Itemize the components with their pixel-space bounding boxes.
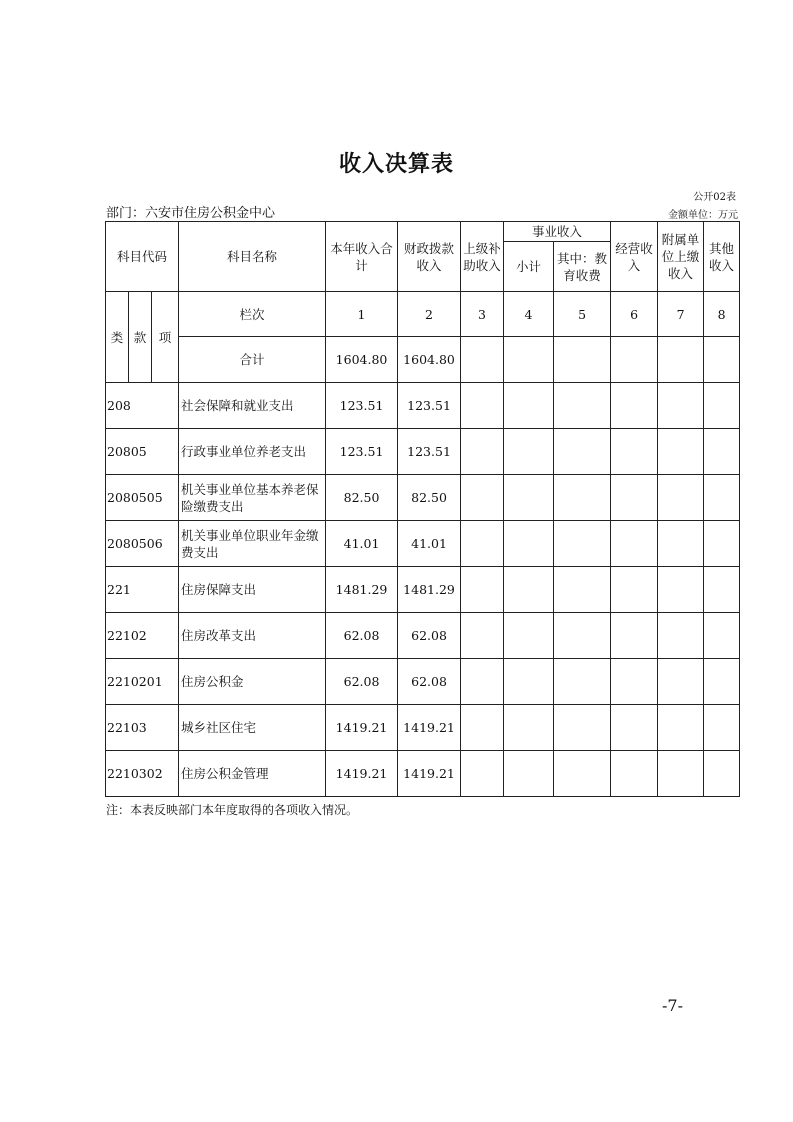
empty-cell	[504, 521, 554, 567]
fiscal-allocation-cell: 41.01	[398, 521, 461, 567]
subject-code-cell: 2210201	[106, 659, 179, 705]
fiscal-allocation-cell: 1419.21	[398, 751, 461, 797]
subject-name-cell: 城乡社区住宅	[179, 705, 326, 751]
empty-cell	[461, 475, 504, 521]
empty-cell	[611, 659, 658, 705]
empty-cell	[658, 475, 704, 521]
table-row	[106, 751, 740, 797]
empty-cell	[658, 751, 704, 797]
fiscal-allocation-cell: 1419.21	[398, 705, 461, 751]
empty-cell	[504, 751, 554, 797]
table-row	[106, 429, 740, 475]
empty-cell	[461, 383, 504, 429]
column-no-5: 5	[554, 292, 611, 337]
empty-cell	[658, 613, 704, 659]
fiscal-allocation-cell: 82.50	[398, 475, 461, 521]
total-income-cell: 123.51	[326, 429, 398, 475]
fiscal-allocation-cell: 1481.29	[398, 567, 461, 613]
empty-cell	[461, 521, 504, 567]
empty-cell	[611, 751, 658, 797]
column-no-1: 1	[326, 292, 398, 337]
table-row	[106, 659, 740, 705]
empty-cell	[658, 429, 704, 475]
empty-cell	[461, 429, 504, 475]
subject-code-cell: 2210302	[106, 751, 179, 797]
table-row	[106, 383, 740, 429]
amount-unit: 金额单位：万元	[668, 210, 738, 221]
empty-cell	[611, 521, 658, 567]
total-income-cell: 123.51	[326, 383, 398, 429]
total-income-cell: 82.50	[326, 475, 398, 521]
column-no-7: 7	[658, 292, 704, 337]
header-business-income: 事业收入	[504, 222, 611, 242]
header-subject-code: 科目代码	[106, 222, 179, 292]
total-income-cell: 41.01	[326, 521, 398, 567]
empty-cell	[611, 567, 658, 613]
empty-cell	[704, 613, 740, 659]
header-fiscal-allocation: 财政拨款收入	[398, 222, 461, 292]
subject-name-cell: 住房改革支出	[179, 613, 326, 659]
empty-cell	[611, 475, 658, 521]
column-no-8: 8	[704, 292, 740, 337]
header-lei: 类	[106, 292, 129, 383]
empty-cell	[461, 705, 504, 751]
page-number: -7-	[662, 996, 683, 1015]
empty-cell	[461, 613, 504, 659]
total-row	[106, 337, 740, 383]
header-affiliated-income: 附属单位上缴收入	[658, 222, 704, 292]
column-no-label: 栏次	[179, 292, 326, 337]
table-row	[106, 613, 740, 659]
empty-cell	[611, 613, 658, 659]
subject-name-cell: 住房公积金管理	[179, 751, 326, 797]
table-row	[106, 567, 740, 613]
empty-cell	[704, 751, 740, 797]
form-code: 公开02表	[693, 192, 736, 203]
fiscal-allocation-cell: 62.08	[398, 613, 461, 659]
subject-name-cell: 社会保障和就业支出	[179, 383, 326, 429]
empty-cell	[704, 659, 740, 705]
total-fiscal-value: 1604.80	[398, 337, 461, 383]
column-no-3: 3	[461, 292, 504, 337]
column-no-2: 2	[398, 292, 461, 337]
empty-cell	[554, 475, 611, 521]
empty-cell	[504, 705, 554, 751]
subject-code-cell: 221	[106, 567, 179, 613]
report-title: 收入决算表	[338, 152, 454, 177]
total-income-cell: 1419.21	[326, 751, 398, 797]
header-kuan: 款	[129, 292, 152, 383]
empty-cell	[554, 751, 611, 797]
table-row	[106, 705, 740, 751]
empty-cell	[554, 521, 611, 567]
empty-cell	[658, 567, 704, 613]
empty-cell	[461, 751, 504, 797]
subject-code-cell: 2080506	[106, 521, 179, 567]
empty-cell	[554, 429, 611, 475]
empty-cell	[554, 613, 611, 659]
empty-cell	[554, 659, 611, 705]
empty-cell	[704, 383, 740, 429]
empty-cell	[461, 659, 504, 705]
empty-cell	[658, 521, 704, 567]
total-income-value: 1604.80	[326, 337, 398, 383]
header-operating-income: 经营收入	[611, 222, 658, 292]
empty-cell	[504, 567, 554, 613]
empty-cell	[704, 429, 740, 475]
total-income-cell: 62.08	[326, 613, 398, 659]
empty-cell	[504, 475, 554, 521]
header-total-income: 本年收入合计	[326, 222, 398, 292]
header-row-1	[106, 222, 740, 242]
empty-cell	[504, 429, 554, 475]
empty-cell	[704, 475, 740, 521]
fiscal-allocation-cell: 62.08	[398, 659, 461, 705]
subject-name-cell: 住房公积金	[179, 659, 326, 705]
empty-cell	[658, 705, 704, 751]
subject-code-cell: 22102	[106, 613, 179, 659]
empty-cell	[611, 383, 658, 429]
subject-name-cell: 住房保障支出	[179, 567, 326, 613]
total-income-cell: 1481.29	[326, 567, 398, 613]
subject-code-cell: 208	[106, 383, 179, 429]
empty-cell	[461, 567, 504, 613]
subject-name-cell: 机关事业单位基本养老保险缴费支出	[179, 475, 326, 521]
empty-cell	[658, 383, 704, 429]
column-no-6: 6	[611, 292, 658, 337]
subject-name-cell: 机关事业单位职业年金缴费支出	[179, 521, 326, 567]
subject-code-cell: 2080505	[106, 475, 179, 521]
subject-name-cell: 行政事业单位养老支出	[179, 429, 326, 475]
fiscal-allocation-cell: 123.51	[398, 429, 461, 475]
total-label: 合计	[179, 337, 326, 383]
header-other-income: 其他收入	[704, 222, 740, 292]
empty-cell	[554, 705, 611, 751]
header-superior-subsidy: 上级补助收入	[461, 222, 504, 292]
table-row	[106, 521, 740, 567]
table-note: 注：本表反映部门本年度取得的各项收入情况。	[106, 803, 359, 817]
income-statement-table	[105, 221, 740, 797]
empty-cell	[658, 659, 704, 705]
column-number-row	[106, 292, 740, 337]
total-income-cell: 62.08	[326, 659, 398, 705]
subject-code-cell: 20805	[106, 429, 179, 475]
subject-code-cell: 22103	[106, 705, 179, 751]
header-subject-name: 科目名称	[179, 222, 326, 292]
empty-cell	[704, 521, 740, 567]
table-row	[106, 475, 740, 521]
empty-cell	[704, 705, 740, 751]
header-xiang: 项	[152, 292, 179, 383]
header-subtotal: 小计	[504, 242, 554, 292]
empty-cell	[504, 659, 554, 705]
empty-cell	[554, 567, 611, 613]
empty-cell	[704, 567, 740, 613]
column-no-4: 4	[504, 292, 554, 337]
empty-cell	[554, 383, 611, 429]
department-label: 部门：六安市住房公积金中心	[106, 206, 276, 221]
total-income-cell: 1419.21	[326, 705, 398, 751]
header-education-fee: 其中：教育收费	[554, 242, 611, 292]
empty-cell	[504, 613, 554, 659]
table-body	[106, 383, 740, 797]
empty-cell	[611, 429, 658, 475]
empty-cell	[504, 383, 554, 429]
empty-cell	[611, 705, 658, 751]
fiscal-allocation-cell: 123.51	[398, 383, 461, 429]
